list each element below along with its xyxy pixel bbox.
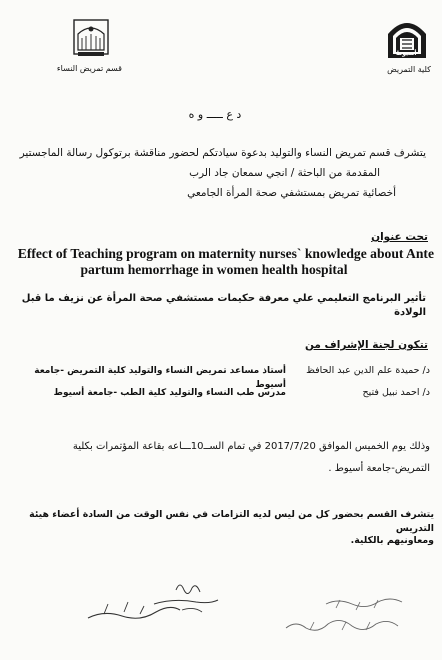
- closing-line-1: يتشرف القسم بحضور كل من ليس لديه التزامات في نفس الوقت من السادة أعضاء هيئة التدريس: [29, 509, 434, 534]
- schedule-line-1: وذلك يوم الخميس الموافق 2017/7/20 في تمام الســ10ـــاعه بقاعة المؤتمرات بكلية: [72, 441, 430, 452]
- committee-member-2-name: د/ احمد نبيل فتيح: [362, 387, 430, 398]
- committee-member-2-title: مدرس طب النساء والتوليد كلية الطب -جامعة أسيوط: [53, 388, 286, 398]
- committee-member-1-name: د/ حميدة علم الدين عبد الحافظ: [306, 365, 430, 376]
- right-logo-caption: كلية التمريض: [387, 65, 431, 74]
- left-logo-caption: قسم تمريض النساء: [56, 64, 122, 73]
- schedule-line-2: التمريض-جامعة أسيوط .: [328, 463, 430, 474]
- committee-label: تتكون لجنة الإشراف من: [304, 339, 428, 351]
- handwritten-signature-right: [266, 590, 416, 646]
- committee-member-1-title: أستاذ مساعد تمريض النساء والتوليد كلية التمريض -جامعة أسيوط: [34, 366, 286, 390]
- english-title-line-2: partum hemorrhage in women health hospital: [80, 262, 348, 277]
- invitation-line-3: أخصائية تمريض بمستشفي صحة المرأة الجامعي: [187, 187, 396, 199]
- title-label: تحت عنوان: [371, 231, 428, 243]
- invitation-line-2: المقدمة من الباحثة / انجي سمعان جاد الرب: [189, 167, 380, 179]
- arabic-title: تأثير البرنامج التعليمي علي معرفة حكيمات مستشفي صحة المرأة عن نزيف ما قبل الولادة: [21, 293, 426, 318]
- handwritten-signature-left: [84, 574, 224, 634]
- invitation-heading: د ع ـــــ و ه: [188, 108, 242, 121]
- english-title-line-1: Effect of Teaching program on maternity nurses` knowledge about Ante: [17, 246, 434, 261]
- women-nursing-department-logo: [68, 16, 114, 62]
- right-logo-inner-text: أسيوط: [396, 50, 417, 57]
- closing-line-2: ومعاونيهم بالكلية.: [350, 535, 434, 546]
- invitation-line-1: يتشرف قسم تمريض النساء والتوليد بدعوة سيادتكم لحضور مناقشة برتوكول رسالة الماجستير: [19, 147, 426, 159]
